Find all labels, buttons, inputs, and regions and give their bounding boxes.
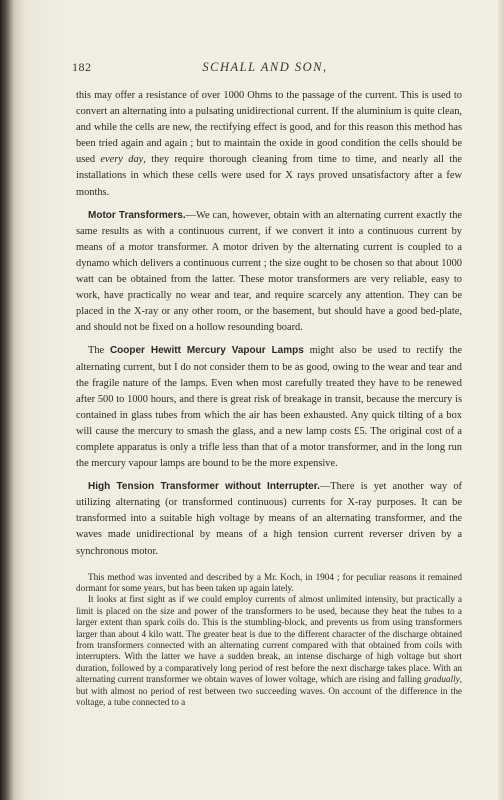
- emphasis-text: gradually: [423, 674, 460, 685]
- small-print-block: [76, 572, 462, 709]
- page-number: 182: [72, 60, 92, 74]
- small-paragraph-discharge: [76, 594, 462, 708]
- paragraph-motor-transformers: [76, 208, 462, 337]
- paragraph-mercury-vapour-lamps: [76, 343, 462, 472]
- paragraph-text: —There is yet another way of utilizing alternating (or transformed continuous) currents for X-ray purposes. It can be transformed into a suitable high voltage by means of an alternating transformer, and the waves made unidirectional by means of a high tension current reverser driven by a synchronous motor.: [76, 481, 462, 557]
- paragraph-high-tension-transformer: [76, 479, 462, 559]
- emphasis-text: every day: [100, 154, 144, 166]
- paragraph-aluminium-cells: [76, 88, 462, 201]
- section-lead-heading: Motor Transformers.: [88, 209, 186, 221]
- section-lead-heading: High Tension Transformer without Interrupter.: [88, 481, 320, 493]
- section-lead-heading: Cooper Hewitt Mercury Vapour Lamps: [109, 345, 304, 357]
- running-title: SCHALL AND SON,: [202, 60, 328, 74]
- paragraph-text: , they require thorough cleaning from time to time, and nearly all the installations in which these cells were used for X rays proved unsatisfactory after a few months.: [76, 154, 462, 198]
- paragraph-text: , but with almost no period of rest between two succeeding waves. On account of the difference in the voltage, a tube connected to a: [76, 674, 462, 708]
- page-edge: [498, 0, 504, 800]
- page-body: [76, 88, 462, 709]
- paragraph-text: The: [88, 345, 110, 357]
- paragraph-text: this may offer a resistance of over 1000 Ohms to the passage of the current. This is used to convert an alternating into a pulsating unidirectional current. If the aluminium is quite clean, and while the cells are new, the rectifying effect is good, and for this reason this method has been tried again and again ; but to maintain the oxide in good condition the cells should be used: [76, 90, 462, 166]
- page-header: [72, 60, 458, 80]
- paragraph-text: might also be used to rectify the alternating current, but I do not consider them to be as good, owing to the wear and tear and the fragile nature of the lamps. Even when most carefully treated they have to be renewed after 500 to 1000 hours, and there is great risk of breakage in transit, because the mercury is contained in glass tubes from which the air has been exhausted. Any quick tilting of a box will cause the mercury to smash the glass, and a new lamp costs £5. The original cost of a complete apparatus is only a trifle less than that of a motor transformer, and in the long run the mercury vapour lamps are bound to be the more expensive.: [76, 345, 462, 470]
- small-paragraph-koch: This method was invented and described by a Mr. Koch, in 1904 ; for peculiar reasons it remained dormant for some years, but has been taken up again lately.: [76, 571, 462, 594]
- paragraph-text: —We can, however, obtain with an alternating current exactly the same results as with a continuous current, if we convert it into a continuous current by means of a motor transformer. A motor driven by the alternating current is coupled to a dynamo which delivers a continuous current ; the size ought to be chosen so that about 1000 watt can be obtained from the latter. These motor transformers are very reliable, easy to work, have practically no wear and tear, and require scarcely any attention. They can be placed in the X-ray or any other room, or the basement, but should have a good bed-plate, and should not be fixed on a hollow resounding board.: [76, 209, 462, 334]
- paragraph-text: It looks at first sight as if we could employ currents of almost unlimited intensity, but practically a limit is placed on the size and power of the transformers to be used, because they heat the tubes to a larger extent than spark coils do. This is the stumbling-block, and prevents us from using transformers larger than about 4 kilo watt. The greater heat is due to the different character of the discharge obtained from transformers connected with an alternating current compared with that obtained from coils with interrupters. With the latter we have a sudden break, an intense discharge of high voltage but short duration, followed by a comparatively long period of rest before the next discharge takes place. With an alternating current transformer we obtain waves of lower voltage, which are rising and falling: [76, 594, 462, 685]
